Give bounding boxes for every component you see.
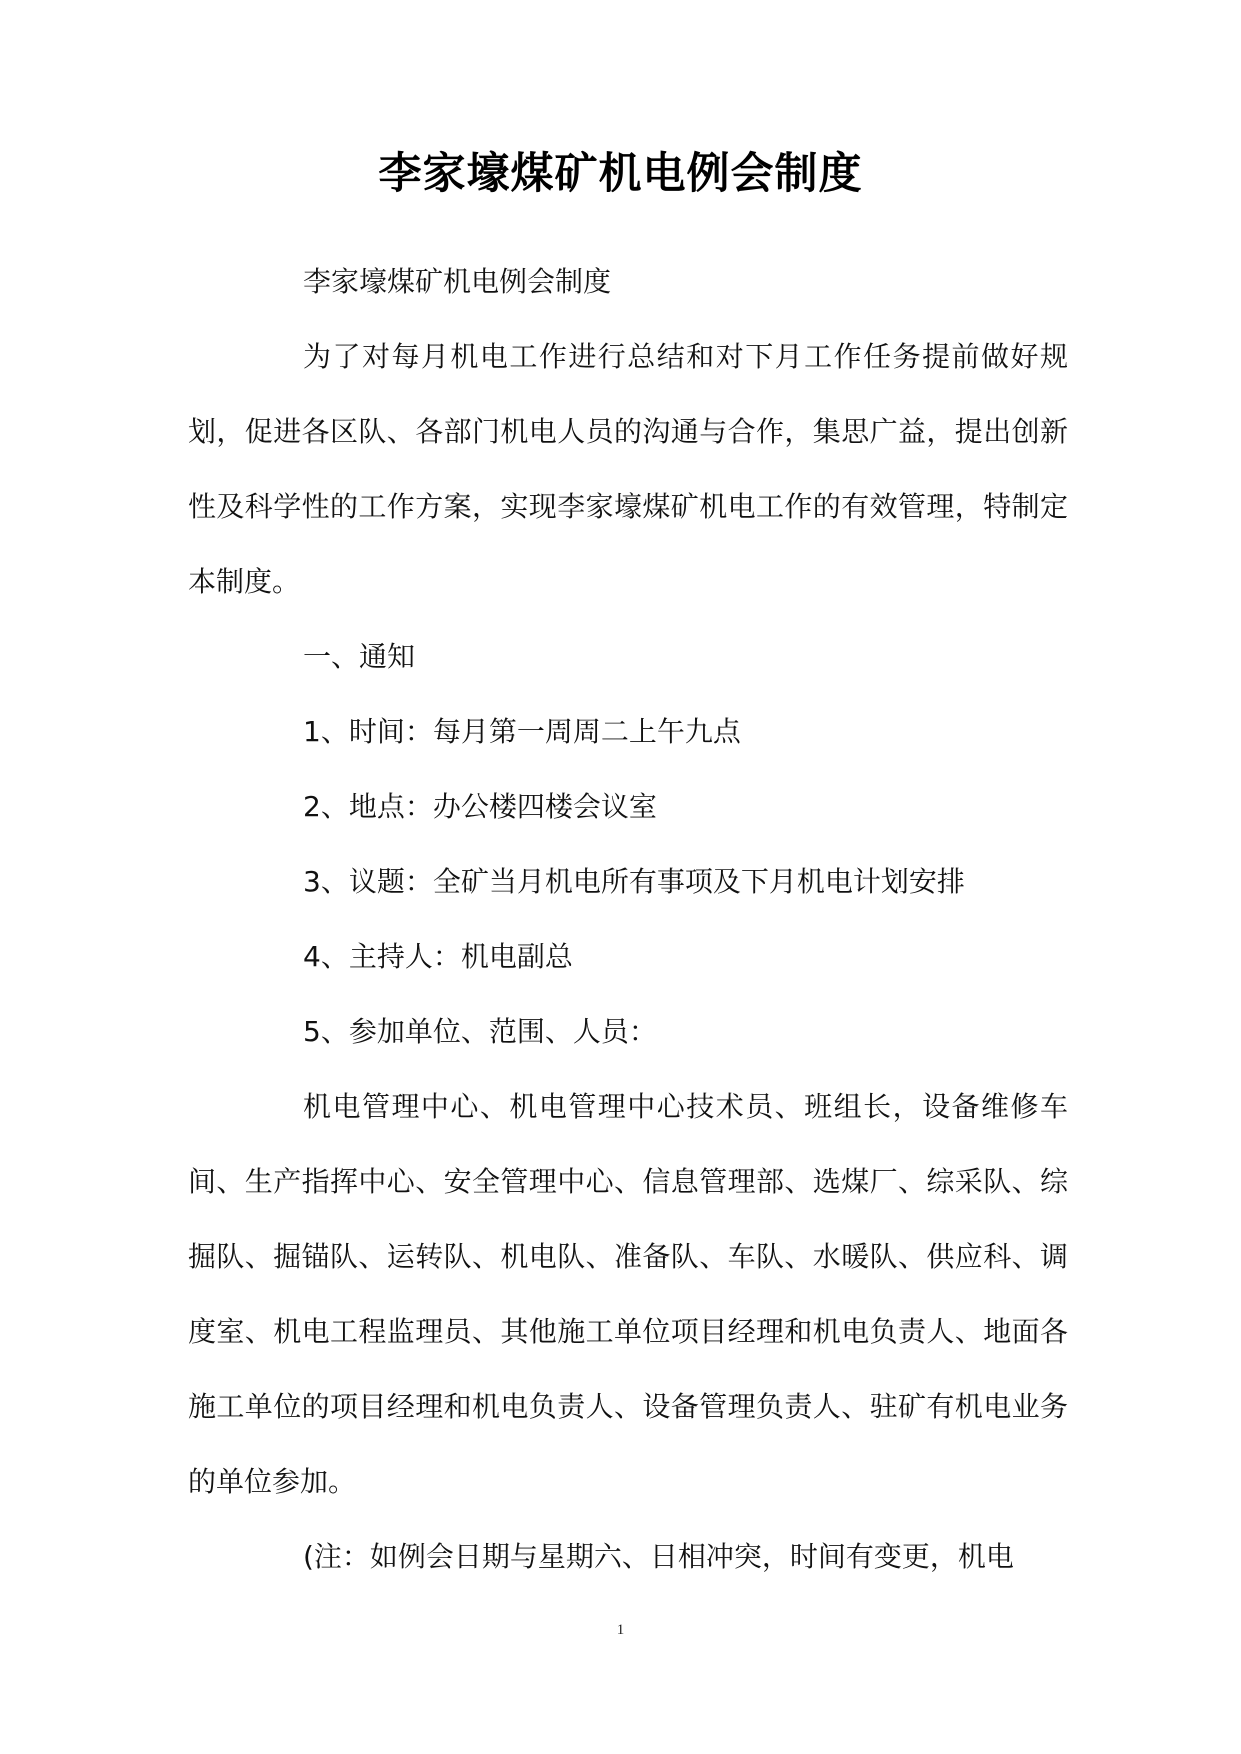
list-item-location: 2、地点：办公楼四楼会议室 xyxy=(303,790,657,823)
list-item-topic: 3、议题：全矿当月机电所有事项及下月机电计划安排 xyxy=(303,865,965,898)
page-number: 1 xyxy=(616,1622,625,1638)
paragraph-note: (注：如例会日期与星期六、日相冲突，时间有变更，机电 xyxy=(303,1540,1014,1573)
document-body xyxy=(188,244,1068,1594)
section-heading-notice: 一、通知 xyxy=(303,640,416,673)
list-item-participants: 5、参加单位、范围、人员： xyxy=(303,1015,657,1048)
paragraph-heading-repeat: 李家壕煤矿机电例会制度 xyxy=(303,265,612,298)
document-title: 李家壕煤矿机电例会制度 xyxy=(378,149,863,199)
paragraph-purpose: 为了对每月机电工作进行总结和对下月工作任务提前做好规划，促进各区队、各部门机电人员的沟通与合作，集思广益，提出创新性及科学性的工作方案，实现李家壕煤矿机电工作的有效管理，特制定本制度。 xyxy=(188,340,1068,598)
paragraph-participant-units: 机电管理中心、机电管理中心技术员、班组长，设备维修车间、生产指挥中心、安全管理中心、信息管理部、选煤厂、综采队、综掘队、掘锚队、运转队、机电队、准备队、车队、水暖队、供应科、调度室、机电工程监理员、其他施工单位项目经理和机电负责人、地面各施工单位的项目经理和机电负责人、设备管理负责人、驻矿有机电业务的单位参加。 xyxy=(188,1090,1068,1498)
list-item-host: 4、主持人：机电副总 xyxy=(303,940,573,973)
list-item-time: 1、时间：每月第一周周二上午九点 xyxy=(303,715,741,748)
